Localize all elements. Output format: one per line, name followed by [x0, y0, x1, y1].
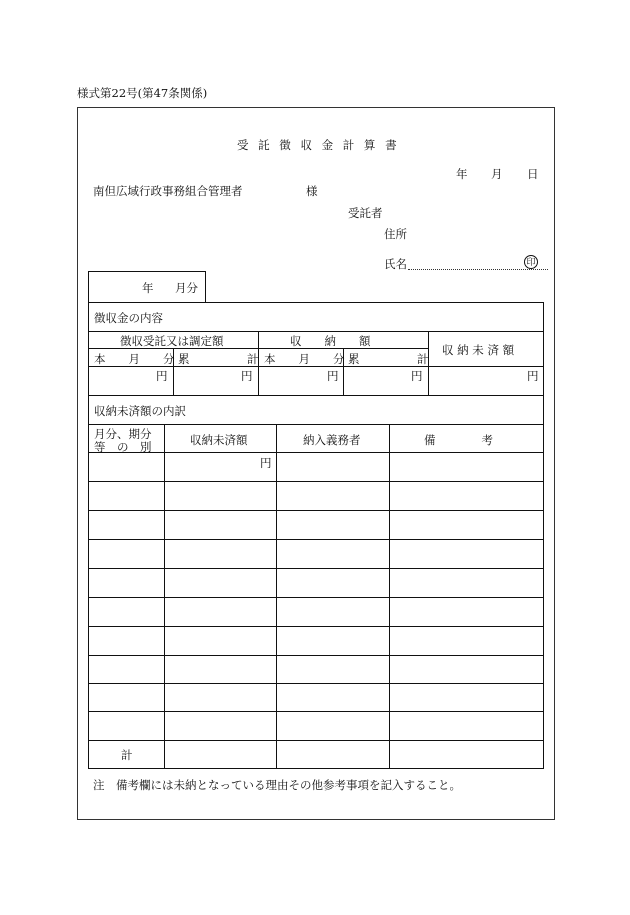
line — [88, 395, 544, 396]
sub-this-month-2: 本 月 分 — [264, 352, 345, 366]
sub-cumulative-2: 累 計 — [348, 352, 429, 366]
section2-heading: 収納未済額の内訳 — [94, 404, 186, 418]
trustee-label: 受託者 — [348, 206, 383, 220]
yen-mark: 円 — [327, 369, 339, 383]
date-day: 日 — [527, 167, 539, 181]
section1-heading: 徴収金の内容 — [94, 311, 163, 325]
form-title: 受 託 徴 収 金 計 算 書 — [237, 138, 400, 152]
line — [164, 424, 165, 769]
line — [88, 655, 544, 656]
sub-this-month-1: 本 月 分 — [94, 352, 175, 366]
seal-mark: 印 — [524, 255, 538, 269]
line — [88, 510, 544, 511]
line — [88, 539, 544, 540]
trustee-name-label: 氏名 — [384, 257, 407, 271]
period-month: 月分 — [175, 281, 198, 295]
line — [88, 424, 544, 425]
line — [88, 331, 544, 332]
yen-mark: 円 — [411, 369, 423, 383]
period-year: 年 — [142, 281, 154, 295]
line — [276, 424, 277, 769]
line — [389, 424, 390, 769]
col-period-label-line2: 等 の 別 — [94, 440, 152, 454]
form-number: 様式第22号(第47条関係) — [77, 86, 208, 100]
yen-mark: 円 — [156, 369, 168, 383]
date-year: 年 — [456, 167, 468, 181]
line — [88, 626, 544, 627]
addressee-honorific: 様 — [306, 184, 318, 198]
sub-cumulative-1: 累 計 — [178, 352, 259, 366]
line — [88, 452, 544, 453]
trustee-name-line — [408, 269, 548, 270]
col-assessed-label: 徴収受託又は調定額 — [120, 334, 224, 348]
line — [88, 597, 544, 598]
col-remarks-label: 備 考 — [424, 433, 493, 447]
date-month: 月 — [491, 167, 503, 181]
line — [88, 481, 544, 482]
yen-mark: 円 — [241, 369, 253, 383]
line — [88, 740, 544, 741]
total-label: 計 — [121, 748, 133, 762]
yen-mark: 円 — [527, 369, 539, 383]
footnote: 注 備考欄には未納となっている理由その他参考事項を記入すること。 — [93, 778, 461, 792]
col-payer-label: 納入義務者 — [303, 433, 361, 447]
line — [88, 568, 544, 569]
col-period-label-line1: 月分、期分 — [94, 427, 152, 441]
col-collected-label: 収 納 額 — [290, 334, 371, 348]
col-amount-label: 収納未済額 — [190, 433, 248, 447]
yen-mark: 円 — [260, 456, 272, 470]
line — [88, 711, 544, 712]
col-uncollected-label: 収 納 未 済 額 — [442, 343, 515, 357]
trustee-address-label: 住所 — [384, 227, 407, 241]
line — [88, 683, 544, 684]
addressee-name: 南但広域行政事務組合管理者 — [93, 184, 243, 198]
